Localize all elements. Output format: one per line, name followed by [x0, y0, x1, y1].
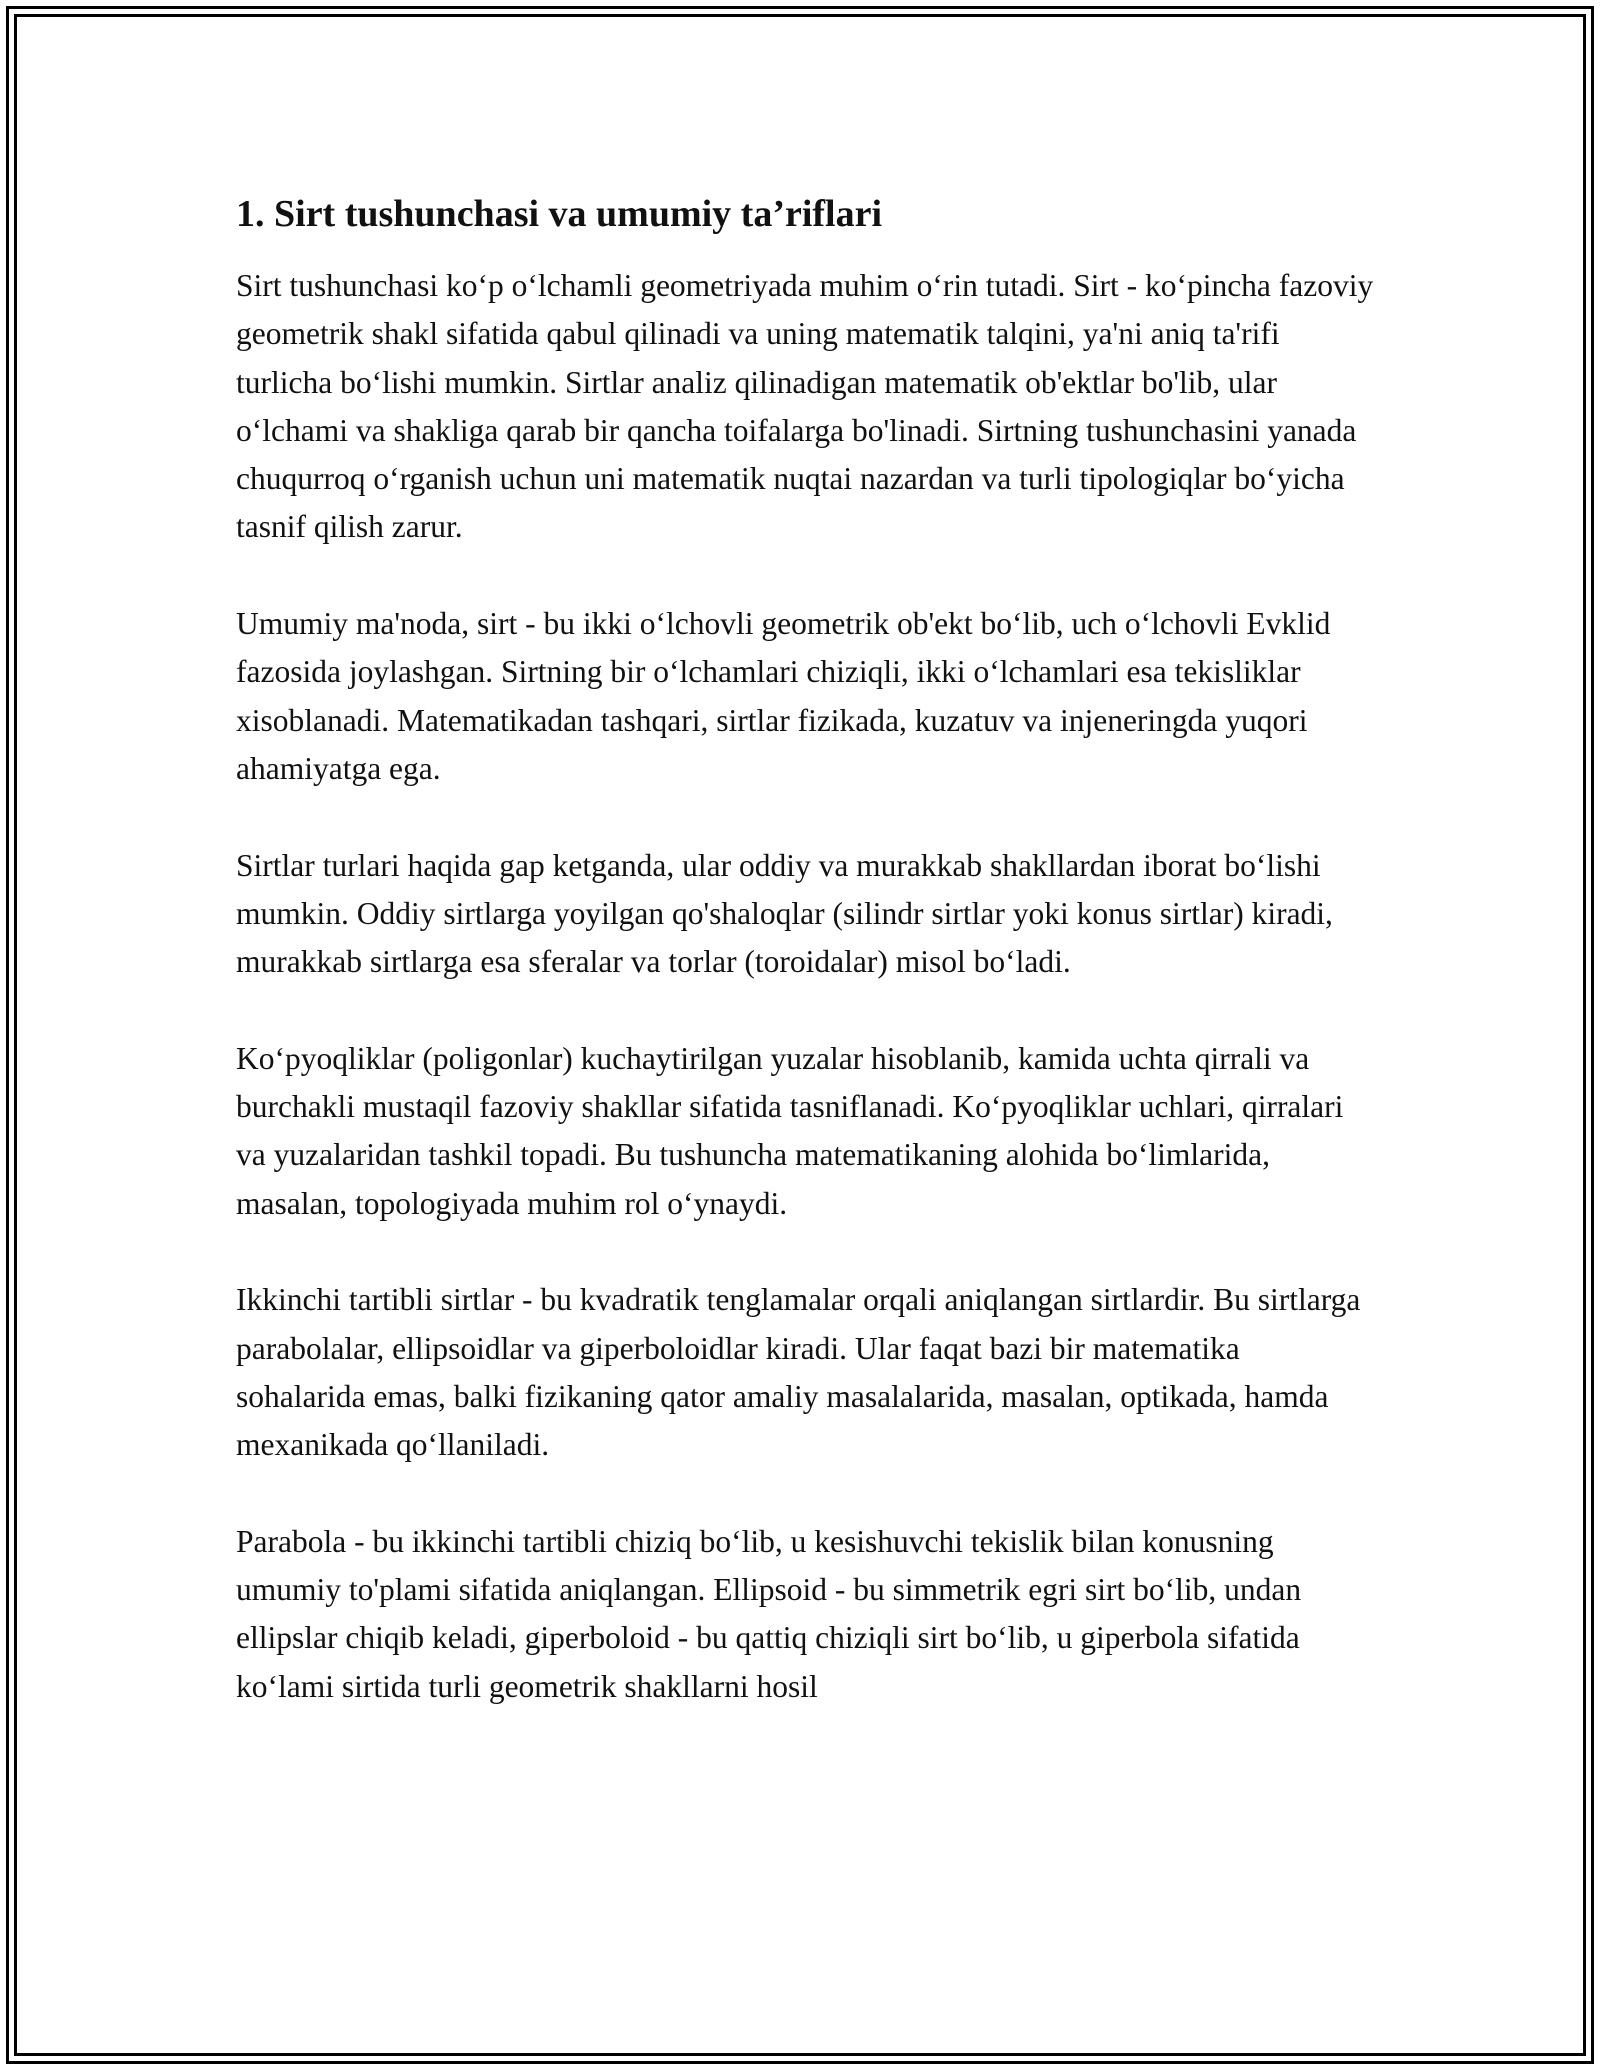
page-title: 1. Sirt tushunchasi va umumiy ta’riflari	[236, 193, 883, 235]
paragraph-4: Ko‘pyoqliklar (poligonlar) kuchaytirilgan yuzalar hisoblanib, kamida uchta qirrali va burchakli mustaqil fazoviy shakllar sifatida tasniflanadi. Ko‘pyoqliklar uchlari, qirralari va yuzalaridan tashkil topadi. Bu tushuncha matematikaning alohida bo‘limlarida, masalan, topologiyada muhim rol o‘ynaydi.	[236, 1040, 1344, 1221]
paragraph-3: Sirtlar turlari haqida gap ketganda, ular oddiy va murakkab shakllardan iborat bo‘lishi mumkin. Oddiy sirtlarga yoyilgan qo'shaloqlar (silindr sirtlar yoki konus sirtlar) kiradi, murakkab sirtlarga esa sferalar va torlar (toroidalar) misol bo‘ladi.	[236, 847, 1333, 980]
paragraph-1: Sirt tushunchasi ko‘p o‘lchamli geometriyada muhim o‘rin tutadi. Sirt - ko‘pincha fazoviy geometrik shakl sifatida qabul qilinadi va uning matematik talqini, ya'ni aniq ta'rifi turlicha bo‘lishi mumkin. Sirtlar analiz qilinadigan matematik ob'ektlar bo'lib, ular o‘lchami va shakliga qarab bir qancha toifalarga bo'linadi. Sirtning tushunchasini yanada chuqurroq o‘rganish uchun uni matematik nuqtai nazardan va turli tipologiqlar bo‘yicha tasnif qilish zarur.	[236, 268, 1374, 545]
paragraph-2: Umumiy ma'noda, sirt - bu ikki o‘lchovli geometrik ob'ekt bo‘lib, uch o‘lchovli Evklid fazosida joylashgan. Sirtning bir o‘lchamlari chiziqli, ikki o‘lchamlari esa tekisliklar xisoblanadi. Matematikadan tashqari, sirtlar fizikada, kuzatuv va injeneringda yuqori ahamiyatga ega.	[236, 606, 1331, 786]
paragraph-6: Parabola - bu ikkinchi tartibli chiziq bo‘lib, u kesishuvchi tekislik bilan konusning umumiy to'plami sifatida aniqlangan. Ellipsoid - bu simmetrik egri sirt bo‘lib, undan ellipslar chiqib keladi, giperboloid - bu qattiq chiziqli sirt bo‘lib, u giperbola sifatida ko‘lami sirtida turli geometrik shakllarni hosil	[236, 1523, 1302, 1704]
paragraph-5: Ikkinchi tartibli sirtlar - bu kvadratik tenglamalar orqali aniqlangan sirtlardir. Bu sirtlarga parabolalar, ellipsoidlar va giperboloidlar kiradi. Ular faqat bazi bir matematika sohalarida emas, balki fizikaning qator amaliy masalalarida, masalan, optikada, hamda mexanikada qo‘llaniladi.	[236, 1282, 1361, 1463]
document-body	[236, 186, 1376, 1759]
